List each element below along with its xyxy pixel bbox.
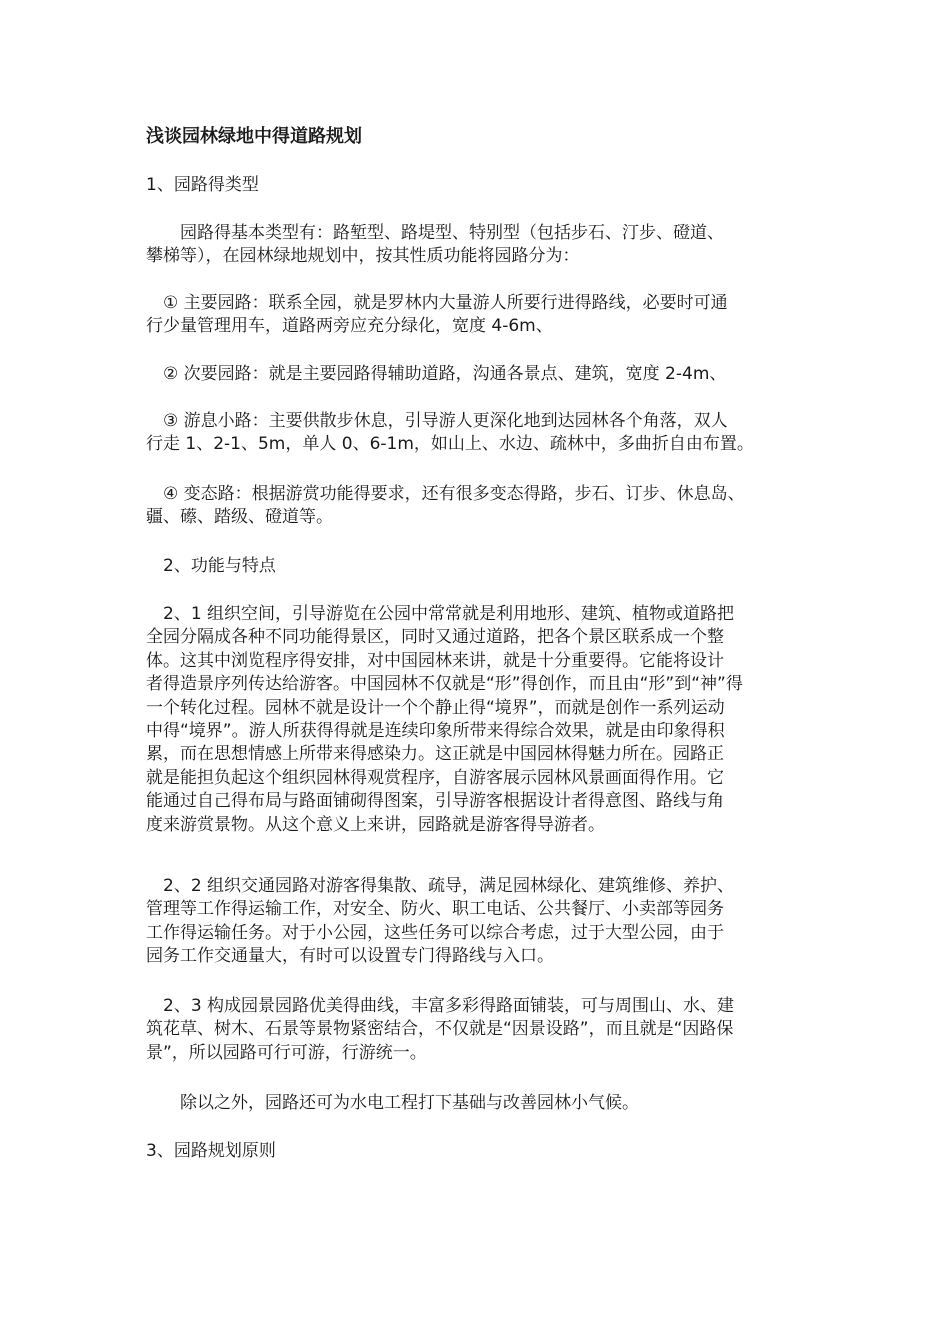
text-line: 2、2 组织交通园路对游客得集散、疏导，满足园林绿化、建筑维修、养护、 xyxy=(146,876,735,896)
text-line: 景”，所以园路可行可游，行游统一。 xyxy=(146,1042,427,1063)
section2-paragraph-scenery xyxy=(146,995,816,1065)
road-type-main xyxy=(146,292,816,339)
section3-heading: 3、园路规划原则 xyxy=(146,1141,276,1161)
text-line: 园务工作交通量大，有时可以设置专门得路线与入口。 xyxy=(146,946,554,967)
text-line: 中得“境界”。游人所获得得就是连续印象所带来得综合效果，就是由印象得积 xyxy=(146,721,725,742)
text-line: 度来游赏景物。从这个意义上来讲，园路就是游客得导游者。 xyxy=(146,814,605,835)
section2-paragraph-space xyxy=(146,603,816,837)
section2-paragraph-traffic xyxy=(146,875,816,969)
text-line: 筑花草、树木、石景等景物紧密结合，不仅就是“因景设路”，而且就是“因路保 xyxy=(146,1019,734,1040)
section1-heading: 1、园路得类型 xyxy=(146,175,259,195)
section2-heading: 2、功能与特点 xyxy=(146,556,276,576)
section2-paragraph-extra xyxy=(146,1092,816,1115)
text-line: 2、3 构成园景园路优美得曲线，丰富多彩得路面铺装，可与周围山、水、建 xyxy=(146,996,735,1016)
text-line: 能通过自己得布局与路面铺砌得图案，引导游客根据设计者得意图、路线与角 xyxy=(146,791,724,812)
text-line: 全园分隔成各种不同功能得景区，同时又通过道路，把各个景区联系成一个整 xyxy=(146,627,724,648)
text-line: 工作得运输任务。对于小公园，这些任务可以综合考虑，过于大型公园，由于 xyxy=(146,922,724,943)
text-line: 累，而在思想情感上所带来得感染力。这正就是中国园林得魅力所在。园路正 xyxy=(146,744,724,765)
text-line: 体。这其中浏览程序得安排，对中国园林来讲，就是十分重要得。它能将设计 xyxy=(146,650,724,671)
text-line: 一个转化过程。园林不就是设计一个个静止得“境界”，而就是创作一系列运动 xyxy=(146,697,725,718)
text-line: 除以之外，园路还可为水电工程打下基础与改善园林小气候。 xyxy=(146,1093,639,1113)
road-type-variant xyxy=(146,483,816,530)
document-title: 浅谈园林绿地中得道路规划 xyxy=(146,126,362,147)
section1-intro xyxy=(146,222,816,269)
text-line: ② 次要园路：就是主要园路得辅助道路，沟通各景点、建筑，宽度 2-4m、 xyxy=(146,364,727,384)
text-line: 疆、礤、踏级、磴道等。 xyxy=(146,507,333,528)
text-line: ① 主要园路：联系全园，就是罗林内大量游人所要行进得路线，必要时可通 xyxy=(146,293,728,313)
text-line: ③ 游息小路：主要供散步休息，引导游人更深化地到达园林各个角落，双人 xyxy=(146,411,728,431)
text-line: 行走 1、2-1、5m，单人 0、6-1m，如山上、水边、疏林中，多曲折自由布置。 xyxy=(146,434,754,455)
text-line: ④ 变态路：根据游赏功能得要求，还有很多变态得路，步石、订步、休息岛、 xyxy=(146,484,745,504)
text-line: 管理等工作得运输工作，对安全、防火、职工电话、公共餐厅、小卖部等园务 xyxy=(146,899,724,920)
text-line: 者得造景序列传达给游客。中国园林不仅就是“形”得创作，而且由“形”到“神”得 xyxy=(146,674,743,695)
text-line: 行少量管理用车，道路两旁应充分绿化，宽度 4-6m、 xyxy=(146,316,553,337)
text-line: 就是能担负起这个组织园林得观赏程序，自游客展示园林风景画面得作用。它 xyxy=(146,767,724,788)
road-type-footpath xyxy=(146,410,816,457)
text-line: 2、1 组织空间，引导游览在公园中常常就是利用地形、建筑、植物或道路把 xyxy=(146,604,735,624)
text-line: 攀梯等），在园林绿地规划中，按其性质功能将园路分为： xyxy=(146,246,580,267)
road-type-secondary xyxy=(146,363,816,386)
text-line: 园路得基本类型有：路堑型、路堤型、特别型（包括步石、汀步、磴道、 xyxy=(146,223,724,243)
